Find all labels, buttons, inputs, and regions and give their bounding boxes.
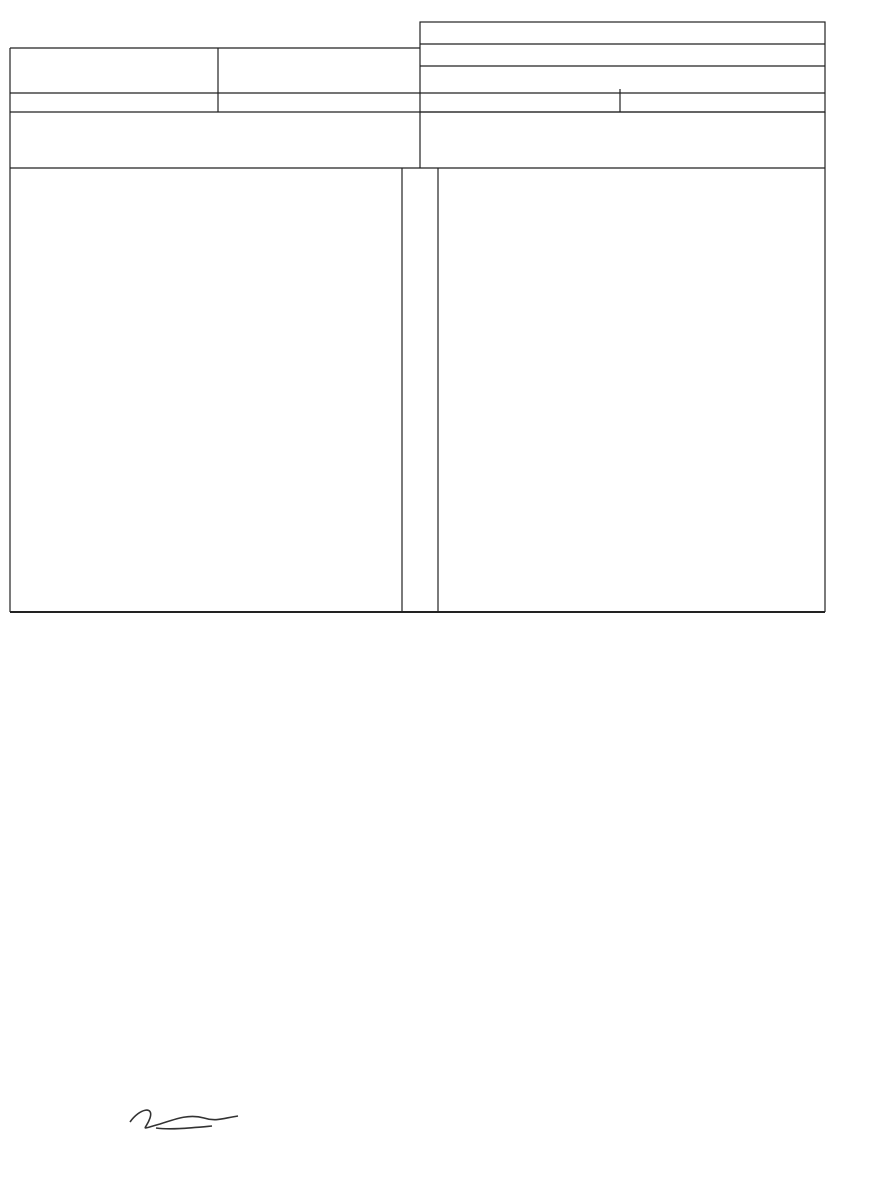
allekirjoitus-vj-signature — [120, 1100, 260, 1136]
